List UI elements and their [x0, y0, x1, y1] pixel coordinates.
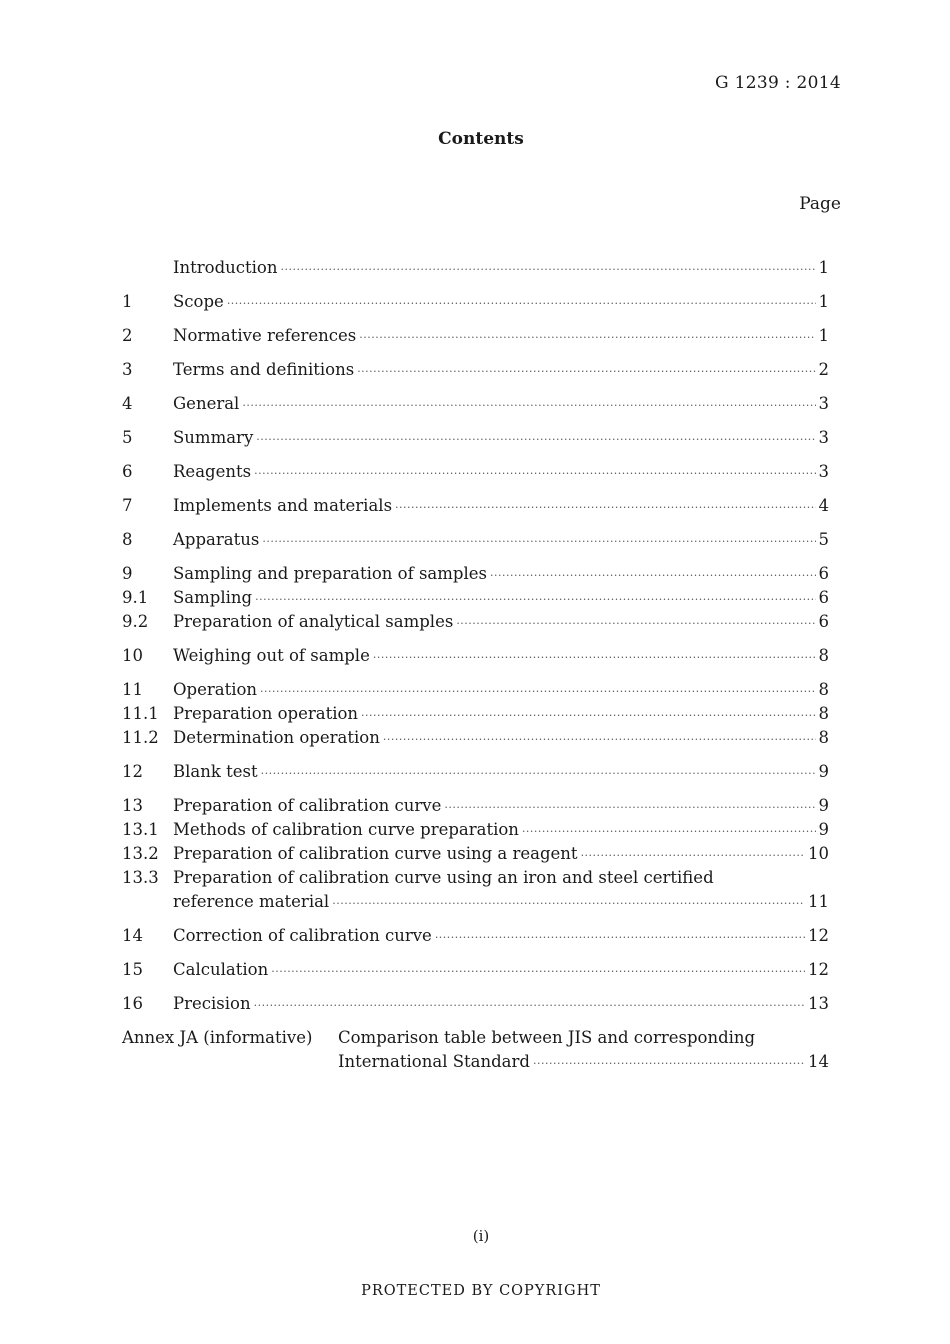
toc-entry-title: Operation — [173, 680, 258, 699]
toc-entry-title: Reagents — [173, 462, 252, 481]
toc-entry-page: 2 — [818, 360, 829, 379]
annex-label: Annex JA (informative) — [122, 1028, 313, 1047]
annex-page: 14 — [808, 1052, 829, 1071]
dot-leader — [522, 818, 816, 844]
toc-entry-page: 8 — [818, 680, 829, 699]
toc-entry[interactable] — [122, 924, 829, 948]
toc-entry[interactable] — [122, 290, 829, 314]
toc-entry-page: 3 — [818, 462, 829, 481]
annex-entry-continuation[interactable] — [122, 1050, 829, 1074]
dot-leader — [444, 794, 815, 820]
toc-entry-number: 13.3 — [122, 868, 159, 887]
toc-entry-title: Preparation operation — [173, 704, 359, 723]
dot-leader — [533, 1050, 805, 1076]
dot-leader — [332, 890, 805, 916]
toc-entry-number: 7 — [122, 496, 133, 515]
toc-entry-number: 3 — [122, 360, 133, 379]
dot-leader — [361, 702, 815, 728]
toc-entry-page: 1 — [818, 258, 829, 277]
page-column-label: Page — [799, 194, 841, 214]
toc-entry-title: Methods of calibration curve preparation — [173, 820, 519, 839]
toc-entry[interactable] — [122, 358, 829, 382]
dot-leader — [254, 460, 815, 486]
toc-entry[interactable] — [122, 726, 829, 750]
document-id: G 1239 : 2014 — [715, 73, 841, 93]
toc-entry-number: 2 — [122, 326, 133, 345]
dot-leader — [262, 528, 815, 554]
toc-entry-number: 13 — [122, 796, 143, 815]
toc-entry-page: 4 — [818, 496, 829, 515]
toc-entry-page: 6 — [818, 564, 829, 583]
dot-leader — [254, 992, 805, 1018]
toc-entry-title: Preparation of calibration curve using a reagent — [173, 844, 578, 863]
toc-entry-number: 14 — [122, 926, 143, 945]
toc-entry-page: 12 — [808, 960, 829, 979]
toc-entry[interactable] — [122, 460, 829, 484]
toc-entry[interactable] — [122, 426, 829, 450]
toc-entry-title: Blank test — [173, 762, 258, 781]
toc-entry-page: 12 — [808, 926, 829, 945]
toc-entry-title: Calculation — [173, 960, 269, 979]
toc-entry-title: Sampling and preparation of samples — [173, 564, 487, 583]
annex-title-continued: International Standard — [338, 1052, 530, 1071]
toc-entry[interactable] — [122, 392, 829, 416]
toc-entry-number: 13.1 — [122, 820, 159, 839]
dot-leader — [456, 610, 815, 636]
toc-entry-title: Determination operation — [173, 728, 380, 747]
toc-entry[interactable] — [122, 702, 829, 726]
toc-entry[interactable] — [122, 494, 829, 518]
toc-entry-title: Terms and definitions — [173, 360, 355, 379]
toc-entry-page: 11 — [808, 892, 829, 911]
toc-entry-title: General — [173, 394, 240, 413]
table-of-contents — [122, 256, 829, 1074]
toc-entry-number: 4 — [122, 394, 133, 413]
dot-leader — [359, 324, 815, 350]
toc-entry-title: Preparation of analytical samples — [173, 612, 454, 631]
dot-leader — [373, 644, 816, 670]
toc-entry-title: Preparation of calibration curve — [173, 796, 442, 815]
toc-entry[interactable] — [122, 256, 829, 280]
toc-entry-page: 8 — [818, 646, 829, 665]
toc-entry[interactable] — [122, 842, 829, 866]
toc-entry[interactable] — [122, 760, 829, 784]
toc-entry-page: 9 — [818, 820, 829, 839]
toc-entry-page: 3 — [818, 394, 829, 413]
toc-entry-number: 11 — [122, 680, 143, 699]
dot-leader — [357, 358, 815, 384]
toc-entry[interactable] — [122, 678, 829, 702]
dot-leader — [256, 426, 815, 452]
toc-entry-page: 1 — [818, 326, 829, 345]
dot-leader — [255, 586, 815, 612]
toc-entry[interactable] — [122, 610, 829, 634]
toc-entry-number: 15 — [122, 960, 143, 979]
copyright-notice: PROTECTED BY COPYRIGHT — [361, 1283, 601, 1299]
toc-entry-title: Implements and materials — [173, 496, 393, 515]
toc-entry[interactable] — [122, 586, 829, 610]
toc-entry-title-continued: reference material — [173, 892, 330, 911]
toc-entry-page: 1 — [818, 292, 829, 311]
toc-entry-title: Sampling — [173, 588, 253, 607]
toc-entry[interactable] — [122, 562, 829, 586]
toc-entry-page: 9 — [818, 796, 829, 815]
dot-leader — [383, 726, 816, 752]
toc-entry-page: 6 — [818, 588, 829, 607]
toc-entry-title: Correction of calibration curve — [173, 926, 432, 945]
toc-entry-page: 10 — [808, 844, 829, 863]
dot-leader — [261, 760, 816, 786]
annex-title: Comparison table between JIS and corresponding — [338, 1028, 756, 1047]
toc-entry-page: 9 — [818, 762, 829, 781]
toc-entry[interactable] — [122, 528, 829, 552]
toc-entry-number: 9 — [122, 564, 133, 583]
toc-entry-number: 1 — [122, 292, 133, 311]
toc-entry[interactable] — [122, 644, 829, 668]
toc-entry-number: 16 — [122, 994, 143, 1013]
toc-entry-number: 12 — [122, 762, 143, 781]
contents-heading: Contents — [438, 129, 524, 149]
toc-entry-number: 11.2 — [122, 728, 159, 747]
toc-entry-page: 5 — [818, 530, 829, 549]
toc-entry[interactable] — [122, 958, 829, 982]
toc-entry[interactable] — [122, 324, 829, 348]
toc-entry[interactable] — [122, 818, 829, 842]
toc-entry-number: 13.2 — [122, 844, 159, 863]
toc-entry-page: 6 — [818, 612, 829, 631]
toc-entry-title: Weighing out of sample — [173, 646, 370, 665]
dot-leader — [395, 494, 815, 520]
toc-entry-number: 11.1 — [122, 704, 159, 723]
toc-entry-number: 9.2 — [122, 612, 149, 631]
toc-entry-page: 8 — [818, 704, 829, 723]
toc-entry-page: 13 — [808, 994, 829, 1013]
dot-leader — [581, 842, 805, 868]
toc-entry-title: Introduction — [173, 258, 278, 277]
toc-entry[interactable] — [122, 794, 829, 818]
toc-entry-continuation[interactable] — [122, 890, 829, 914]
dot-leader — [227, 290, 816, 316]
dot-leader — [271, 958, 805, 984]
annex-entry[interactable] — [122, 1026, 829, 1050]
toc-entry-title: Summary — [173, 428, 254, 447]
toc-entry[interactable] — [122, 866, 829, 890]
toc-entry-number: 10 — [122, 646, 143, 665]
toc-entry-number: 8 — [122, 530, 133, 549]
dot-leader — [281, 256, 816, 282]
toc-entry-number: 5 — [122, 428, 133, 447]
dot-leader — [435, 924, 805, 950]
toc-entry-title: Apparatus — [173, 530, 260, 549]
toc-entry[interactable] — [122, 992, 829, 1016]
page-number: (i) — [472, 1227, 490, 1245]
toc-entry-title: Normative references — [173, 326, 357, 345]
toc-entry-title: Scope — [173, 292, 224, 311]
toc-entry-page: 8 — [818, 728, 829, 747]
toc-entry-page: 3 — [818, 428, 829, 447]
toc-entry-title: Preparation of calibration curve using an iron and steel certified — [173, 868, 714, 887]
dot-leader — [490, 562, 816, 588]
toc-entry-number: 9.1 — [122, 588, 149, 607]
dot-leader — [260, 678, 815, 704]
toc-entry-number: 6 — [122, 462, 133, 481]
toc-entry-title: Precision — [173, 994, 251, 1013]
dot-leader — [242, 392, 815, 418]
